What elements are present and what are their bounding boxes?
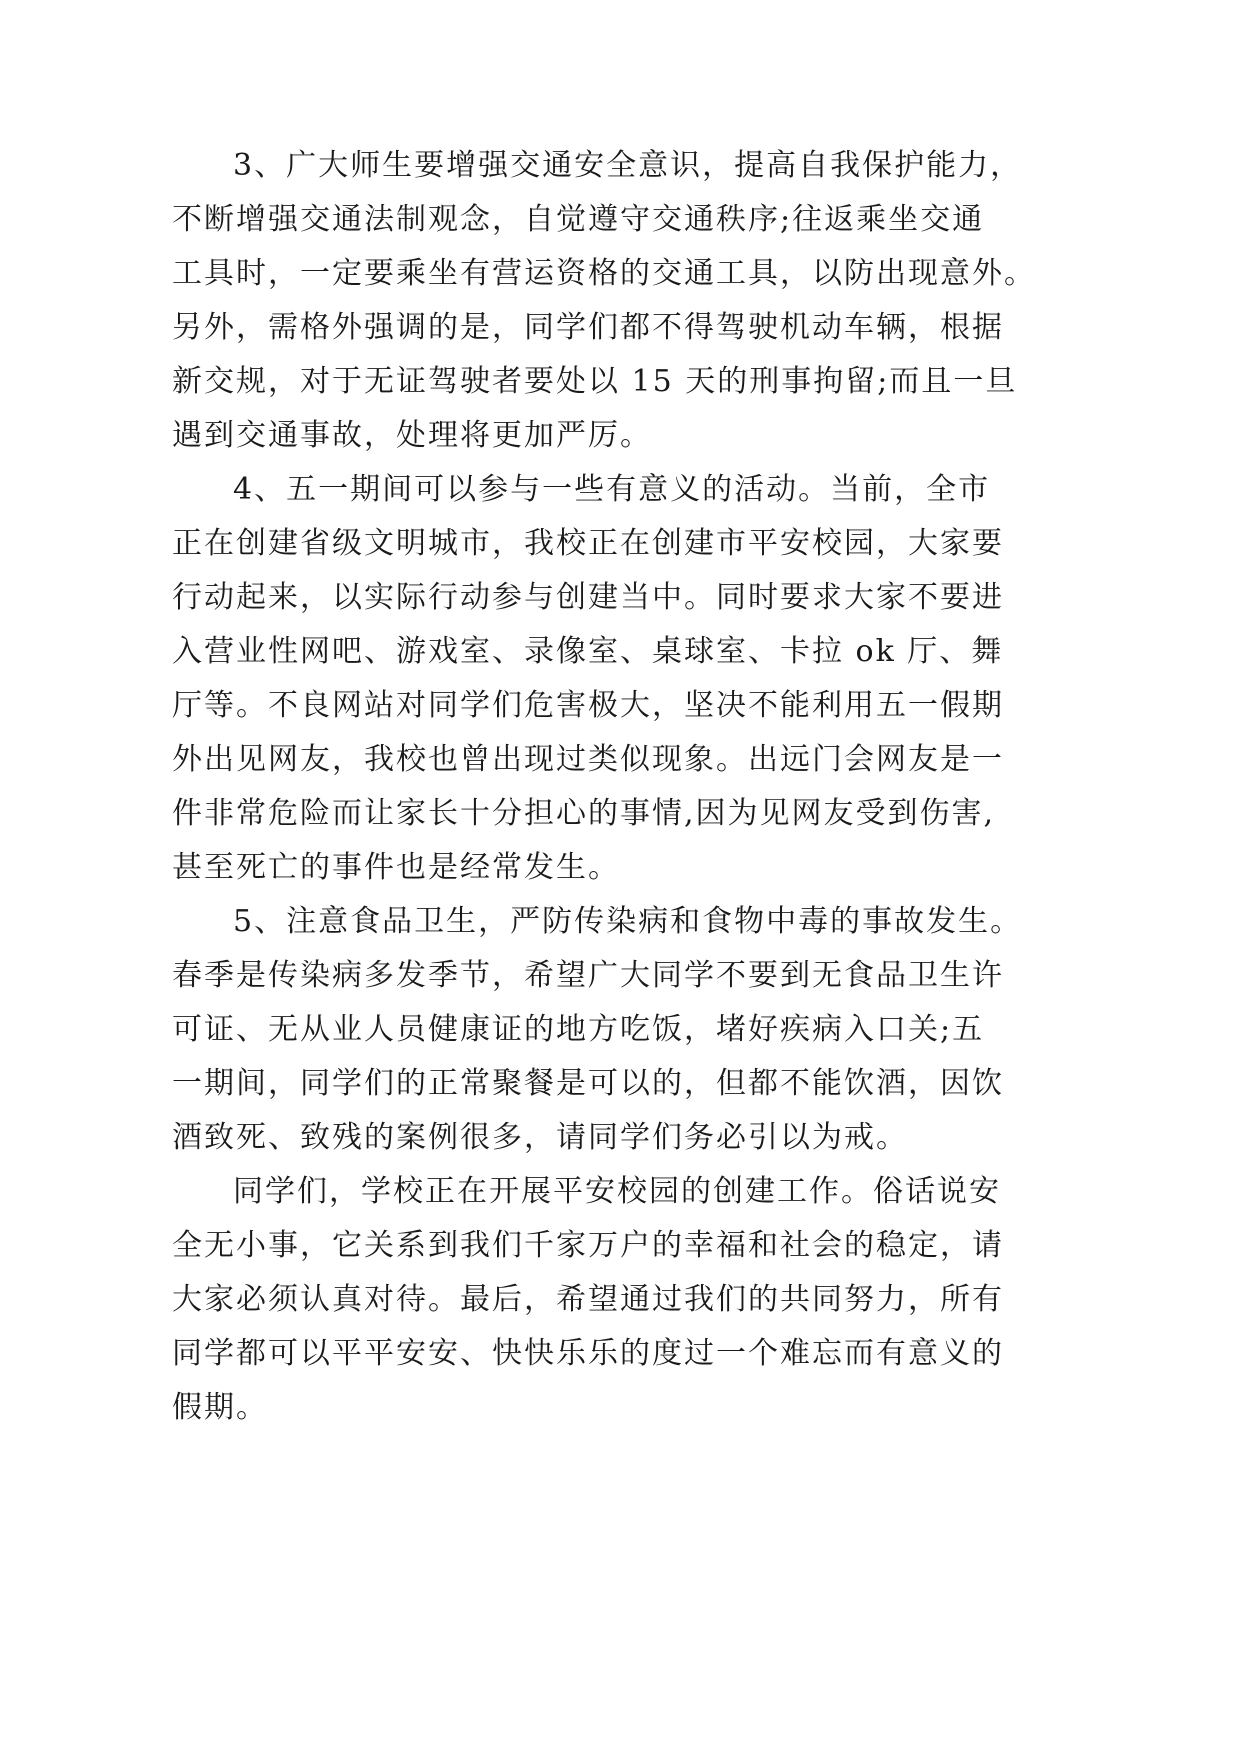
paragraph-3-line-2: 不断增强交通法制观念，自觉遵守交通秩序;往返乘坐交通 bbox=[172, 202, 985, 237]
closing-paragraph-line-5: 假期。 bbox=[172, 1390, 268, 1425]
paragraph-5-line-3: 可证、无从业人员健康证的地方吃饭，堵好疾病入口关;五 bbox=[172, 1012, 985, 1047]
closing-paragraph-line-1: 同学们，学校正在开展平安校园的创建工作。俗话说安 bbox=[233, 1174, 1001, 1209]
closing-paragraph-line-2: 全无小事，它关系到我们千家万户的幸福和社会的稳定，请 bbox=[172, 1228, 1004, 1263]
closing-paragraph-line-3: 大家必须认真对待。最后，希望通过我们的共同努力，所有 bbox=[172, 1282, 1004, 1317]
paragraph-3-line-3: 工具时，一定要乘坐有营运资格的交通工具，以防出现意外。 bbox=[172, 256, 1036, 291]
paragraph-5-line-2: 春季是传染病多发季节，希望广大同学不要到无食品卫生许 bbox=[172, 958, 1004, 993]
paragraph-4-line-5: 厅等。不良网站对同学们危害极大，坚决不能利用五一假期 bbox=[172, 688, 1004, 723]
paragraph-4-line-8: 甚至死亡的事件也是经常发生。 bbox=[172, 850, 620, 885]
paragraph-4-line-1: 4、五一期间可以参与一些有意义的活动。当前，全市 bbox=[233, 472, 991, 507]
paragraph-4-line-3: 行动起来，以实际行动参与创建当中。同时要求大家不要进 bbox=[172, 580, 1004, 615]
paragraph-4-line-4: 入营业性网吧、游戏室、录像室、桌球室、卡拉 ok 厅、舞 bbox=[172, 634, 1004, 669]
paragraph-3-line-5: 新交规，对于无证驾驶者要处以 15 天的刑事拘留;而且一旦 bbox=[172, 364, 1018, 399]
paragraph-5-line-1: 5、注意食品卫生，严防传染病和食物中毒的事故发生。 bbox=[233, 904, 1023, 939]
paragraph-4-line-7: 件非常危险而让家长十分担心的事情,因为见网友受到伤害, bbox=[172, 796, 996, 831]
paragraph-3-line-6: 遇到交通事故，处理将更加严厉。 bbox=[172, 418, 652, 453]
paragraph-4-line-6: 外出见网友，我校也曾出现过类似现象。出远门会网友是一 bbox=[172, 742, 1004, 777]
paragraph-3-line-1: 3、广大师生要增强交通安全意识，提高自我保护能力， bbox=[233, 148, 1023, 183]
paragraph-3-line-4: 另外，需格外强调的是，同学们都不得驾驶机动车辆，根据 bbox=[172, 310, 1004, 345]
paragraph-5-line-4: 一期间，同学们的正常聚餐是可以的，但都不能饮酒，因饮 bbox=[172, 1066, 1004, 1101]
paragraph-4-line-2: 正在创建省级文明城市，我校正在创建市平安校园，大家要 bbox=[172, 526, 1004, 561]
closing-paragraph-line-4: 同学都可以平平安安、快快乐乐的度过一个难忘而有意义的 bbox=[172, 1336, 1004, 1371]
paragraph-5-line-5: 酒致死、致残的案例很多，请同学们务必引以为戒。 bbox=[172, 1120, 908, 1155]
